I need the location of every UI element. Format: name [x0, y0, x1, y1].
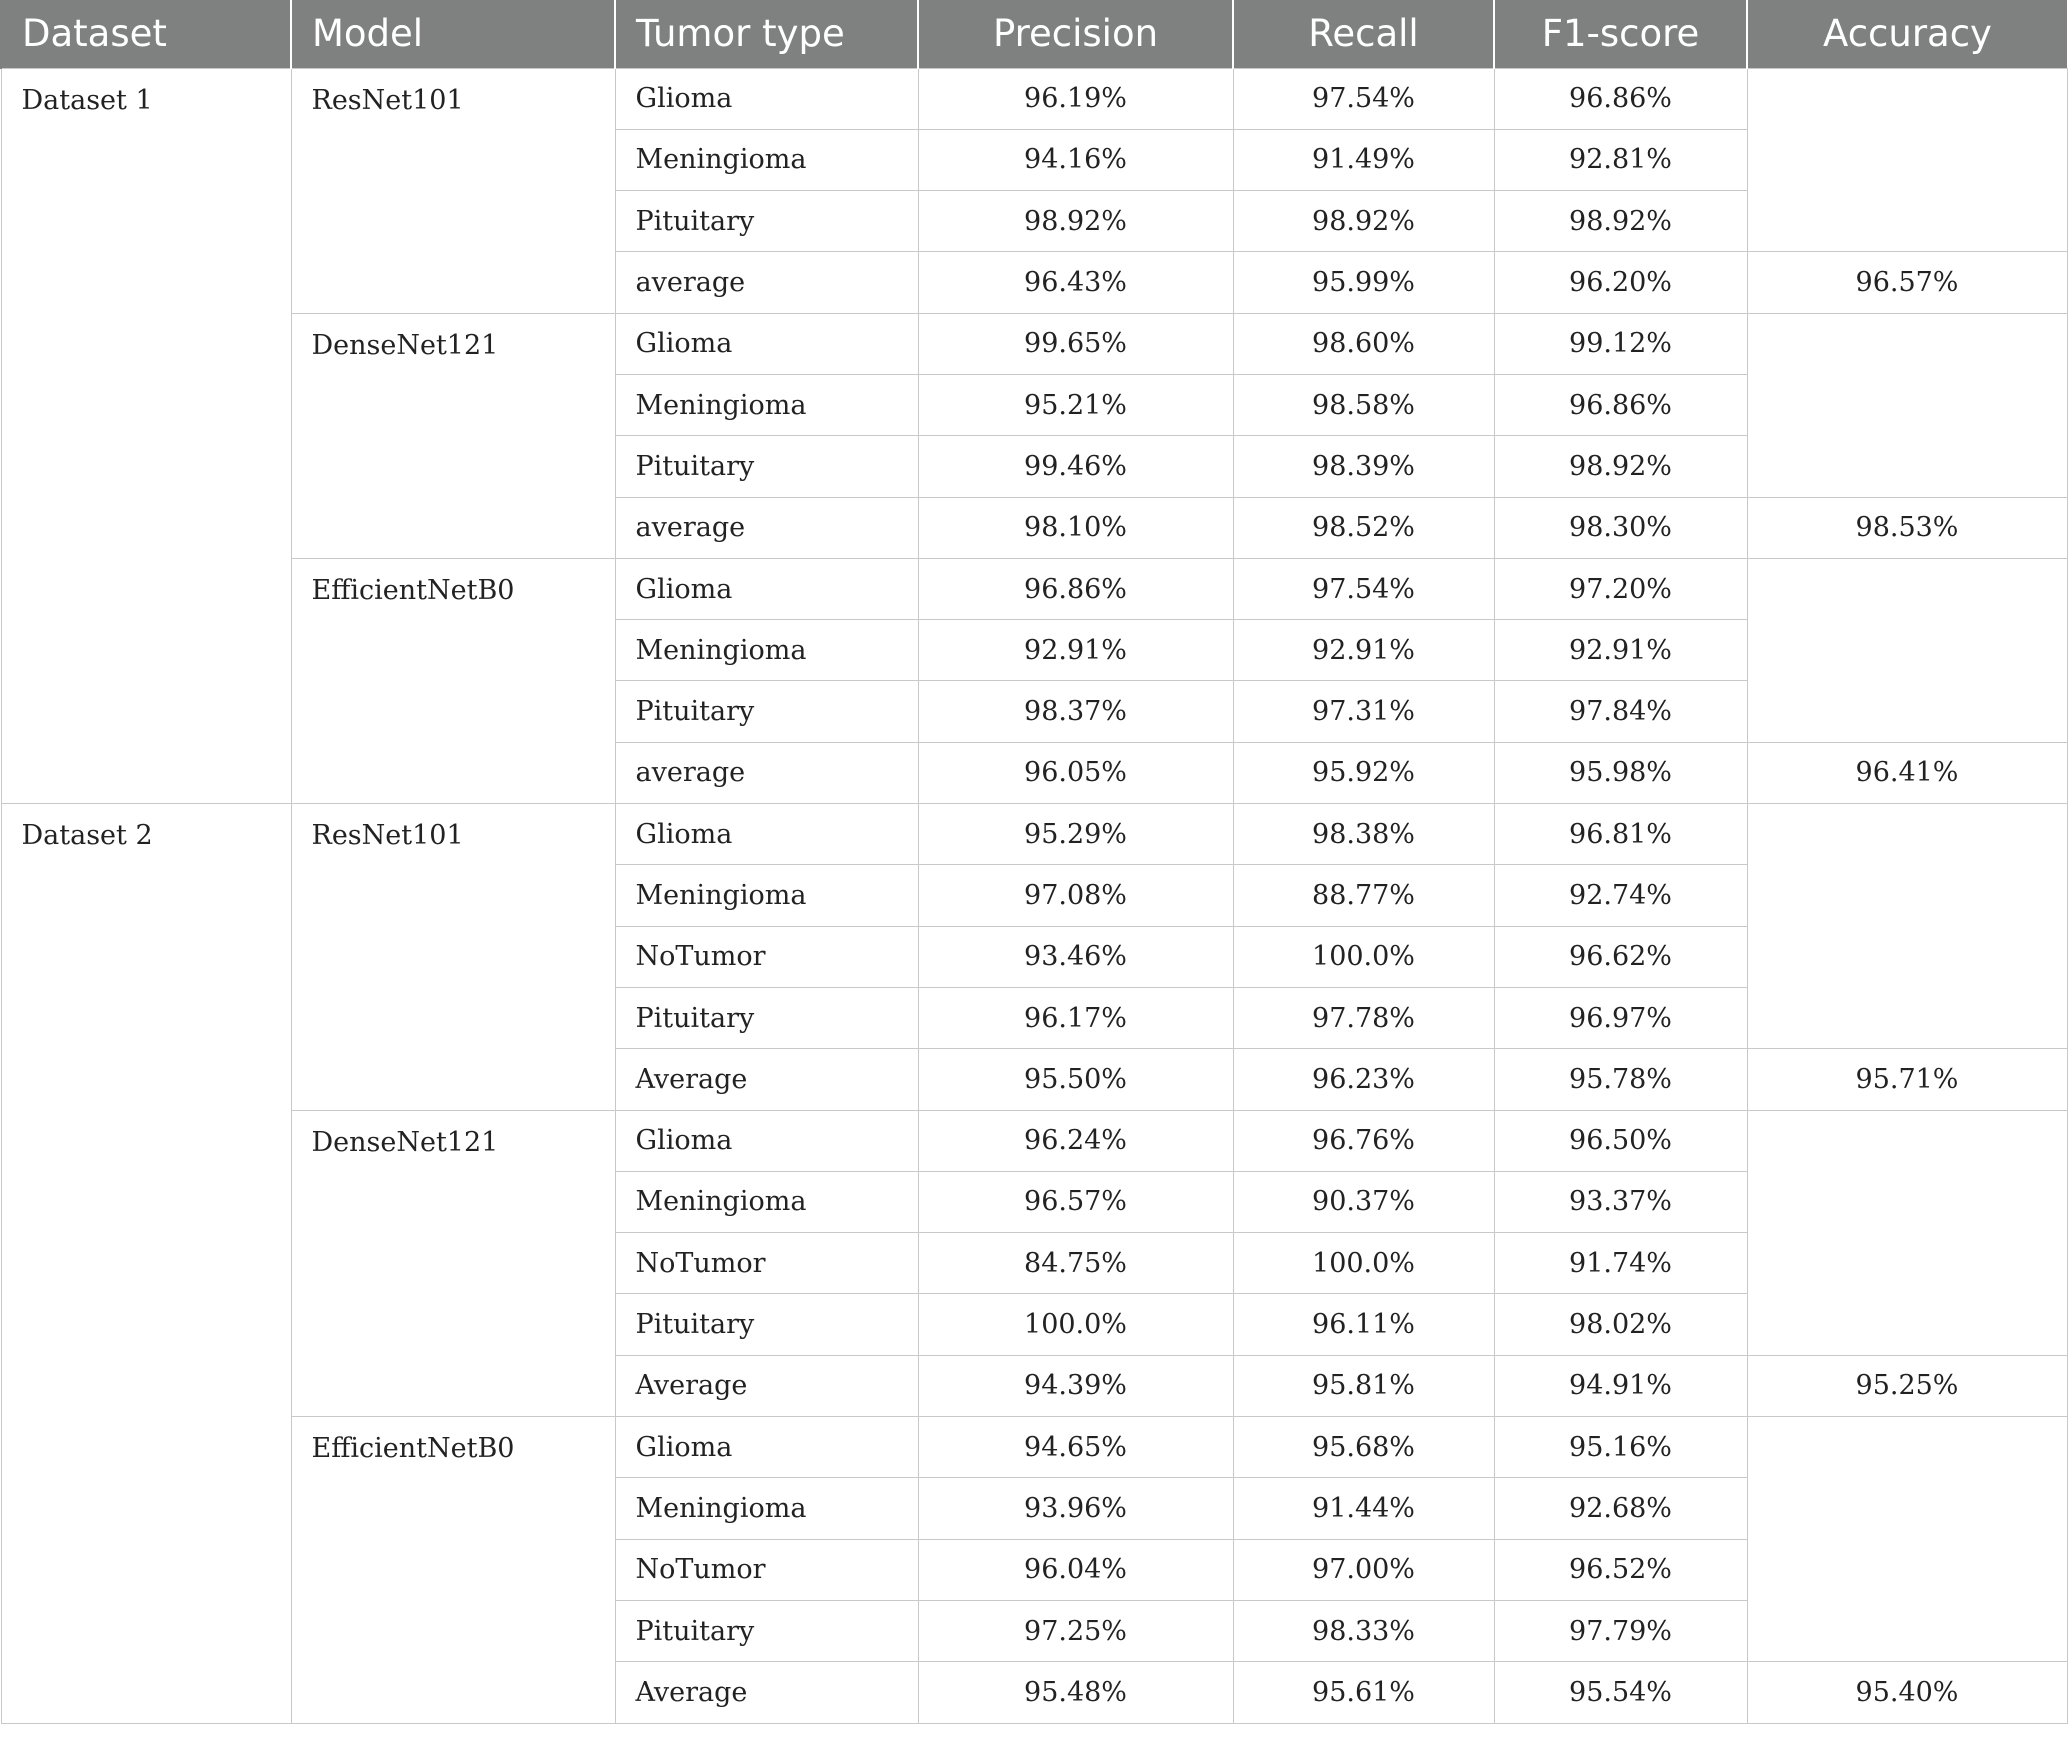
f1-score-cell: 91.74% [1494, 1233, 1747, 1294]
precision-cell: 97.25% [918, 1600, 1233, 1661]
tumor-type-cell: Glioma [615, 68, 918, 129]
accuracy-blank-cell [1747, 1417, 2067, 1662]
tumor-type-cell: NoTumor [615, 1539, 918, 1600]
recall-cell: 90.37% [1233, 1171, 1494, 1232]
tumor-type-cell: Pituitary [615, 1294, 918, 1355]
recall-cell: 98.60% [1233, 313, 1494, 374]
header-dataset: Dataset [1, 0, 291, 68]
tumor-type-cell: Pituitary [615, 681, 918, 742]
f1-score-cell: 97.79% [1494, 1600, 1747, 1661]
accuracy-cell: 96.57% [1747, 252, 2067, 313]
recall-cell: 97.31% [1233, 681, 1494, 742]
precision-cell: 94.39% [918, 1355, 1233, 1416]
f1-score-cell: 95.78% [1494, 1049, 1747, 1110]
recall-cell: 98.92% [1233, 191, 1494, 252]
header-model: Model [291, 0, 615, 68]
header-row [1, 0, 2067, 68]
table-row [1, 68, 2067, 129]
tumor-type-cell: Pituitary [615, 987, 918, 1048]
tumor-type-cell: Glioma [615, 1110, 918, 1171]
recall-cell: 98.38% [1233, 804, 1494, 865]
header-precision: Precision [918, 0, 1233, 68]
recall-cell: 92.91% [1233, 620, 1494, 681]
recall-cell: 100.0% [1233, 926, 1494, 987]
precision-cell: 99.65% [918, 313, 1233, 374]
tumor-type-cell: Pituitary [615, 1600, 918, 1661]
recall-cell: 95.68% [1233, 1417, 1494, 1478]
precision-cell: 96.86% [918, 558, 1233, 619]
tumor-type-cell: Meningioma [615, 620, 918, 681]
header-tumor-type: Tumor type [615, 0, 918, 68]
table-row [1, 804, 2067, 865]
tumor-type-cell: Average [615, 1662, 918, 1723]
accuracy-cell: 96.41% [1747, 742, 2067, 803]
accuracy-blank-cell [1747, 68, 2067, 252]
recall-cell: 95.92% [1233, 742, 1494, 803]
precision-cell: 94.16% [918, 129, 1233, 190]
f1-score-cell: 95.98% [1494, 742, 1747, 803]
f1-score-cell: 92.91% [1494, 620, 1747, 681]
recall-cell: 97.54% [1233, 558, 1494, 619]
f1-score-cell: 93.37% [1494, 1171, 1747, 1232]
accuracy-blank-cell [1747, 313, 2067, 497]
precision-cell: 94.65% [918, 1417, 1233, 1478]
f1-score-cell: 96.50% [1494, 1110, 1747, 1171]
precision-cell: 96.57% [918, 1171, 1233, 1232]
table-row [1, 1110, 2067, 1171]
model-cell: ResNet101 [291, 804, 615, 1110]
recall-cell: 88.77% [1233, 865, 1494, 926]
tumor-type-cell: Average [615, 1049, 918, 1110]
model-cell: EfficientNetB0 [291, 1417, 615, 1723]
recall-cell: 98.58% [1233, 374, 1494, 435]
table-row [1, 558, 2067, 619]
recall-cell: 100.0% [1233, 1233, 1494, 1294]
accuracy-blank-cell [1747, 804, 2067, 1049]
dataset-cell: Dataset 1 [1, 68, 291, 804]
header-recall: Recall [1233, 0, 1494, 68]
f1-score-cell: 97.84% [1494, 681, 1747, 742]
precision-cell: 93.96% [918, 1478, 1233, 1539]
tumor-type-cell: Glioma [615, 313, 918, 374]
precision-cell: 97.08% [918, 865, 1233, 926]
tumor-type-cell: NoTumor [615, 1233, 918, 1294]
precision-cell: 98.92% [918, 191, 1233, 252]
accuracy-cell: 95.25% [1747, 1355, 2067, 1416]
tumor-type-cell: NoTumor [615, 926, 918, 987]
accuracy-cell: 95.40% [1747, 1662, 2067, 1723]
recall-cell: 97.78% [1233, 987, 1494, 1048]
precision-cell: 98.10% [918, 497, 1233, 558]
f1-score-cell: 98.92% [1494, 191, 1747, 252]
model-cell: DenseNet121 [291, 1110, 615, 1416]
accuracy-blank-cell [1747, 1110, 2067, 1355]
f1-score-cell: 92.81% [1494, 129, 1747, 190]
f1-score-cell: 98.92% [1494, 436, 1747, 497]
model-cell: DenseNet121 [291, 313, 615, 558]
tumor-type-cell: Pituitary [615, 436, 918, 497]
precision-cell: 96.05% [918, 742, 1233, 803]
precision-cell: 96.04% [918, 1539, 1233, 1600]
accuracy-cell: 98.53% [1747, 497, 2067, 558]
f1-score-cell: 96.20% [1494, 252, 1747, 313]
table-row [1, 313, 2067, 374]
tumor-type-cell: Average [615, 1355, 918, 1416]
table-body [1, 68, 2067, 1723]
tumor-type-cell: average [615, 742, 918, 803]
f1-score-cell: 96.86% [1494, 374, 1747, 435]
f1-score-cell: 96.97% [1494, 987, 1747, 1048]
precision-cell: 99.46% [918, 436, 1233, 497]
accuracy-blank-cell [1747, 558, 2067, 742]
recall-cell: 98.52% [1233, 497, 1494, 558]
f1-score-cell: 96.52% [1494, 1539, 1747, 1600]
tumor-type-cell: Glioma [615, 804, 918, 865]
f1-score-cell: 92.74% [1494, 865, 1747, 926]
precision-cell: 96.43% [918, 252, 1233, 313]
header-accuracy: Accuracy [1747, 0, 2067, 68]
precision-cell: 98.37% [918, 681, 1233, 742]
f1-score-cell: 94.91% [1494, 1355, 1747, 1416]
f1-score-cell: 97.20% [1494, 558, 1747, 619]
table-row [1, 1417, 2067, 1478]
precision-cell: 93.46% [918, 926, 1233, 987]
f1-score-cell: 95.16% [1494, 1417, 1747, 1478]
tumor-type-cell: Meningioma [615, 865, 918, 926]
recall-cell: 95.61% [1233, 1662, 1494, 1723]
recall-cell: 97.00% [1233, 1539, 1494, 1600]
tumor-type-cell: Pituitary [615, 191, 918, 252]
f1-score-cell: 95.54% [1494, 1662, 1747, 1723]
recall-cell: 91.49% [1233, 129, 1494, 190]
recall-cell: 91.44% [1233, 1478, 1494, 1539]
precision-cell: 95.21% [918, 374, 1233, 435]
recall-cell: 95.81% [1233, 1355, 1494, 1416]
recall-cell: 98.39% [1233, 436, 1494, 497]
recall-cell: 98.33% [1233, 1600, 1494, 1661]
precision-cell: 95.48% [918, 1662, 1233, 1723]
precision-cell: 92.91% [918, 620, 1233, 681]
tumor-type-cell: Glioma [615, 558, 918, 619]
tumor-type-cell: Meningioma [615, 374, 918, 435]
tumor-type-cell: Meningioma [615, 1171, 918, 1232]
precision-cell: 95.50% [918, 1049, 1233, 1110]
recall-cell: 95.99% [1233, 252, 1494, 313]
tumor-type-cell: Meningioma [615, 1478, 918, 1539]
tumor-type-cell: Meningioma [615, 129, 918, 190]
recall-cell: 96.76% [1233, 1110, 1494, 1171]
recall-cell: 96.11% [1233, 1294, 1494, 1355]
precision-cell: 95.29% [918, 804, 1233, 865]
f1-score-cell: 92.68% [1494, 1478, 1747, 1539]
model-cell: ResNet101 [291, 68, 615, 313]
tumor-type-cell: average [615, 497, 918, 558]
header-f1-score: F1-score [1494, 0, 1747, 68]
recall-cell: 97.54% [1233, 68, 1494, 129]
accuracy-cell: 95.71% [1747, 1049, 2067, 1110]
f1-score-cell: 96.62% [1494, 926, 1747, 987]
precision-cell: 96.17% [918, 987, 1233, 1048]
tumor-type-cell: Glioma [615, 1417, 918, 1478]
tumor-type-cell: average [615, 252, 918, 313]
model-cell: EfficientNetB0 [291, 558, 615, 803]
f1-score-cell: 96.81% [1494, 804, 1747, 865]
dataset-cell: Dataset 2 [1, 804, 291, 1723]
f1-score-cell: 98.02% [1494, 1294, 1747, 1355]
f1-score-cell: 96.86% [1494, 68, 1747, 129]
precision-cell: 96.19% [918, 68, 1233, 129]
precision-cell: 100.0% [918, 1294, 1233, 1355]
precision-cell: 84.75% [918, 1233, 1233, 1294]
f1-score-cell: 99.12% [1494, 313, 1747, 374]
f1-score-cell: 98.30% [1494, 497, 1747, 558]
recall-cell: 96.23% [1233, 1049, 1494, 1110]
precision-cell: 96.24% [918, 1110, 1233, 1171]
